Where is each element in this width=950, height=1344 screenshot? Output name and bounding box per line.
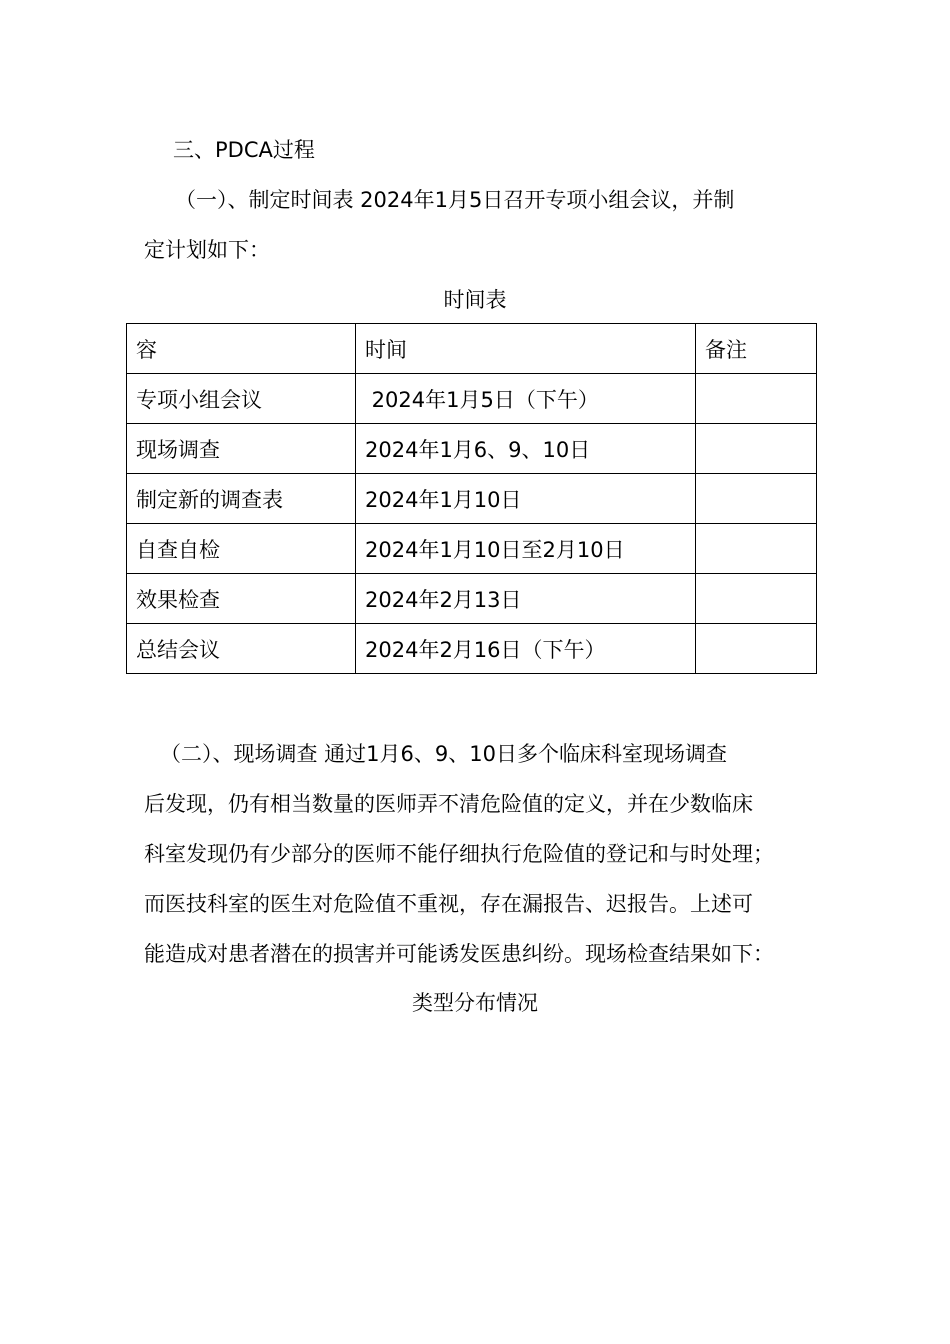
cell-time: 2024年1月10日至2月10日 [356, 524, 696, 574]
cell-item: 专项小组会议 [127, 374, 356, 424]
table-row [127, 424, 817, 474]
cell-item: 现场调查 [127, 424, 356, 474]
paragraph-line: （二）、现场调查 通过1月6、9、10日多个临床科室现场调查 [160, 742, 727, 766]
table-row [127, 474, 817, 524]
paragraph-line: 定计划如下： [144, 238, 270, 262]
table-header-row [127, 324, 817, 374]
cell-time: 2024年2月13日 [356, 574, 696, 624]
table-row [127, 374, 817, 424]
schedule-table [126, 323, 817, 674]
header-cell-remarks: 备注 [696, 324, 817, 374]
cell-remarks [696, 524, 817, 574]
paragraph-line: 能造成对患者潜在的损害并可能诱发医患纠纷。现场检查结果如下： [144, 942, 774, 966]
cell-remarks [696, 424, 817, 474]
table-row [127, 574, 817, 624]
cell-remarks [696, 474, 817, 524]
cell-time: 2024年1月6、9、10日 [356, 424, 696, 474]
cell-remarks [696, 624, 817, 674]
type-distribution-caption: 类型分布情况 [412, 991, 538, 1015]
paragraph-line: 科室发现仍有少部分的医师不能仔细执行危险值的登记和与时处理； [144, 842, 774, 866]
paragraph-line: 而医技科室的医生对危险值不重视，存在漏报告、迟报告。上述可 [144, 892, 753, 916]
table-row [127, 524, 817, 574]
table-row [127, 624, 817, 674]
paragraph-line: （一）、制定时间表 2024年1月5日召开专项小组会议，并制 [175, 188, 735, 212]
cell-item: 制定新的调查表 [127, 474, 356, 524]
cell-remarks [696, 374, 817, 424]
cell-time: 2024年1月5日（下午） [356, 374, 696, 424]
table-caption: 时间表 [443, 288, 507, 312]
cell-remarks [696, 574, 817, 624]
header-cell-content: 容 [127, 324, 356, 374]
cell-time: 2024年2月16日（下午） [356, 624, 696, 674]
cell-item: 自查自检 [127, 524, 356, 574]
cell-item: 效果检查 [127, 574, 356, 624]
cell-time: 2024年1月10日 [356, 474, 696, 524]
cell-item: 总结会议 [127, 624, 356, 674]
paragraph-line: 后发现，仍有相当数量的医师弄不清危险值的定义，并在少数临床 [144, 792, 753, 816]
section-heading: 三、PDCA过程 [173, 138, 315, 162]
header-cell-time: 时间 [356, 324, 696, 374]
